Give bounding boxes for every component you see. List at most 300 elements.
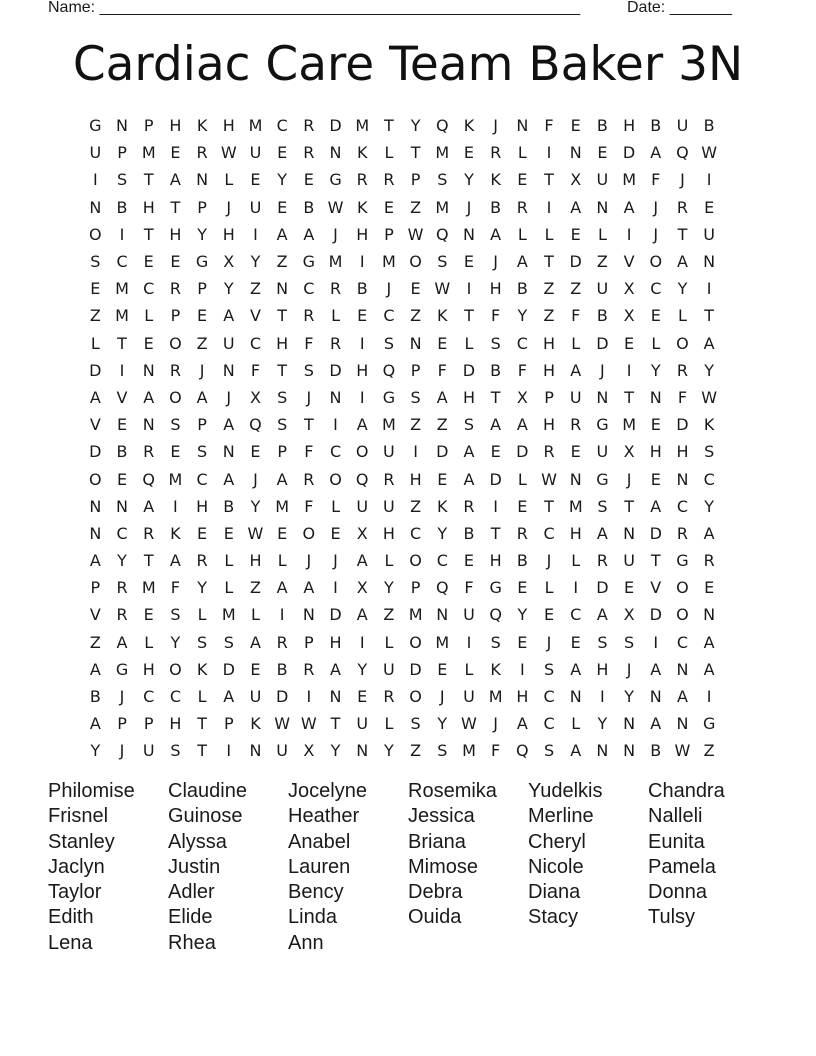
grid-letter: T [544, 496, 554, 516]
grid-letter: M [221, 605, 236, 625]
grid-letter: R [143, 523, 155, 543]
grid-letter: E [704, 197, 715, 217]
grid-letter: T [197, 741, 207, 761]
grid-letter: H [462, 387, 475, 407]
grid-letter: A [89, 551, 101, 571]
grid-letter: E [330, 523, 341, 543]
grid-letter: A [490, 415, 502, 435]
grid-letter: G [596, 415, 609, 435]
grid-letter: N [409, 333, 422, 353]
grid-letter: A [303, 578, 315, 598]
grid-letter: L [144, 306, 154, 326]
grid-letter: P [197, 279, 207, 299]
letter-grid [82, 112, 723, 765]
grid-letter: W [247, 523, 264, 543]
grid-letter: J [680, 170, 685, 190]
grid-letter: R [516, 523, 528, 543]
grid-letter: Z [703, 741, 715, 761]
grid-letter: T [117, 333, 127, 353]
word-list-item: Donna [648, 881, 707, 904]
grid-letter: A [516, 252, 528, 272]
grid-letter: M [248, 116, 263, 136]
grid-letter: T [490, 387, 501, 407]
word-list-item: Nicole [528, 855, 584, 878]
grid-letter: A [89, 714, 101, 734]
grid-letter: X [623, 306, 635, 326]
grid-letter: H [543, 415, 556, 435]
grid-letter: R [329, 333, 342, 353]
word-list-item: Pamela [648, 855, 716, 878]
grid-letter: U [463, 687, 475, 707]
grid-letter: P [410, 578, 421, 598]
grid-letter: I [653, 632, 659, 652]
grid-letter: E [570, 116, 581, 136]
grid-letter: B [596, 116, 608, 136]
grid-letter: U [89, 143, 102, 163]
grid-letter: E [250, 659, 261, 679]
grid-row [82, 139, 723, 166]
word-list-item: Adler [168, 881, 215, 904]
grid-letter: P [384, 224, 394, 244]
grid-letter: A [143, 387, 155, 407]
grid-letter: S [597, 496, 608, 516]
grid-letter: S [490, 333, 501, 353]
grid-letter: E [650, 306, 661, 326]
grid-letter: A [516, 714, 528, 734]
grid-letter: Q [435, 224, 449, 244]
grid-letter: Y [197, 224, 207, 244]
grid-letter: C [543, 687, 555, 707]
grid-letter: L [251, 605, 260, 625]
grid-letter: A [650, 143, 662, 163]
grid-letter: C [676, 496, 689, 516]
grid-letter: N [596, 387, 609, 407]
grid-letter: L [331, 496, 340, 516]
grid-letter: W [274, 714, 291, 734]
word-list-item: Elide [168, 906, 213, 929]
grid-letter: A [223, 687, 235, 707]
grid-letter: A [703, 659, 715, 679]
grid-letter: D [89, 360, 102, 380]
grid-letter: S [277, 387, 288, 407]
grid-letter: M [488, 687, 503, 707]
grid-letter: A [276, 469, 288, 489]
grid-letter: N [596, 197, 609, 217]
grid-letter: A [596, 605, 608, 625]
grid-letter: H [516, 687, 529, 707]
grid-letter: H [543, 333, 556, 353]
grid-row [82, 629, 723, 656]
grid-letter: M [355, 116, 370, 136]
grid-letter: E [543, 605, 555, 625]
grid-letter: U [249, 687, 262, 707]
grid-letter: N [569, 469, 582, 489]
grid-letter: A [356, 605, 368, 625]
grid-letter: G [489, 578, 502, 598]
grid-letter: M [141, 143, 156, 163]
grid-letter: S [223, 632, 234, 652]
grid-letter: L [517, 143, 527, 163]
word-list-item: Ouida [408, 906, 462, 929]
grid-letter: N [676, 469, 689, 489]
grid-letter: B [596, 306, 608, 326]
name-field-line[interactable]: Name: ______________________________________________________ [48, 0, 581, 16]
grid-letter: X [249, 387, 261, 407]
grid-letter: S [597, 632, 608, 652]
word-list-item: Yudelkis [528, 780, 603, 802]
grid-letter: Z [570, 279, 582, 299]
grid-row [82, 221, 723, 248]
grid-letter: J [626, 469, 632, 489]
grid-letter: R [676, 197, 689, 217]
grid-row [82, 656, 723, 683]
grid-letter: U [276, 741, 289, 761]
grid-letter: Q [382, 360, 396, 380]
grid-letter: L [384, 714, 394, 734]
grid-letter: X [623, 279, 635, 299]
grid-letter: P [143, 116, 154, 136]
grid-letter: D [489, 469, 502, 489]
grid-letter: N [516, 116, 529, 136]
grid-letter: U [569, 387, 582, 407]
grid-letter: N [249, 741, 262, 761]
grid-letter: S [624, 632, 635, 652]
grid-letter: O [409, 632, 422, 652]
grid-letter: Y [464, 170, 474, 190]
grid-letter: N [116, 116, 129, 136]
word-list-item: Cheryl [528, 830, 586, 853]
word-list-item: Edith [48, 906, 94, 929]
grid-letter: A [490, 224, 502, 244]
grid-letter: Q [355, 469, 369, 489]
grid-letter: E [437, 469, 448, 489]
grid-letter: F [250, 360, 261, 380]
grid-letter: N [649, 387, 662, 407]
grid-letter: A [703, 523, 715, 543]
grid-letter: B [516, 551, 528, 571]
grid-letter: E [170, 252, 181, 272]
grid-letter: T [677, 224, 688, 244]
grid-letter: Z [383, 605, 395, 625]
grid-letter: F [571, 306, 581, 326]
grid-letter: Y [90, 741, 101, 761]
grid-letter: L [197, 687, 207, 707]
grid-letter: Z [89, 306, 101, 326]
grid-letter: L [571, 551, 581, 571]
grid-letter: O [355, 442, 369, 462]
grid-letter: V [249, 306, 261, 326]
grid-letter: U [249, 197, 262, 217]
grid-letter: A [330, 659, 341, 679]
grid-letter: U [676, 116, 689, 136]
grid-letter: L [517, 469, 527, 489]
grid-letter: N [462, 224, 475, 244]
grid-letter: A [570, 197, 582, 217]
grid-letter: S [170, 741, 181, 761]
grid-letter: R [276, 632, 288, 652]
grid-letter: O [169, 333, 182, 353]
grid-letter: T [464, 306, 474, 326]
grid-letter: W [407, 224, 424, 244]
grid-letter: I [706, 687, 712, 707]
grid-letter: W [701, 143, 718, 163]
grid-letter: J [546, 551, 552, 571]
grid-letter: E [303, 170, 314, 190]
grid-letter: F [677, 387, 688, 407]
grid-letter: R [196, 143, 208, 163]
grid-letter: X [570, 170, 582, 190]
grid-letter: I [626, 360, 632, 380]
grid-letter: E [116, 469, 128, 489]
grid-letter: C [196, 469, 208, 489]
grid-letter: Y [384, 578, 394, 598]
grid-letter: Y [357, 659, 368, 679]
grid-letter: J [626, 659, 632, 679]
grid-letter: P [410, 360, 421, 380]
grid-letter: A [223, 469, 235, 489]
grid-letter: E [463, 143, 475, 163]
grid-letter: I [466, 632, 472, 652]
grid-letter: I [493, 496, 499, 516]
grid-letter: N [569, 143, 582, 163]
grid-letter: Z [249, 279, 261, 299]
grid-letter: A [650, 496, 662, 516]
grid-letter: X [356, 578, 368, 598]
grid-letter: A [276, 578, 288, 598]
grid-row [82, 438, 723, 465]
grid-row [82, 465, 723, 492]
grid-letter: C [516, 333, 528, 353]
grid-letter: R [463, 496, 475, 516]
grid-letter: R [169, 279, 181, 299]
word-list-item: Jessica [408, 805, 475, 828]
grid-letter: U [463, 605, 475, 625]
grid-letter: L [597, 224, 607, 244]
grid-letter: D [676, 415, 689, 435]
grid-letter: N [142, 415, 155, 435]
grid-letter: I [306, 687, 312, 707]
grid-letter: E [650, 469, 661, 489]
word-list-item: Justin [168, 855, 221, 878]
grid-letter: N [116, 496, 129, 516]
grid-letter: U [383, 496, 395, 516]
grid-letter: I [359, 387, 365, 407]
grid-letter: B [490, 360, 502, 380]
grid-letter: S [197, 632, 208, 652]
grid-letter: E [357, 306, 368, 326]
grid-letter: H [489, 551, 502, 571]
grid-letter: R [116, 578, 128, 598]
grid-letter: N [302, 605, 315, 625]
grid-letter: E [197, 306, 208, 326]
grid-row [82, 574, 723, 601]
grid-letter: R [516, 197, 528, 217]
grid-letter: T [143, 224, 154, 244]
grid-letter: N [703, 605, 716, 625]
grid-letter: M [328, 252, 343, 272]
grid-letter: R [303, 659, 315, 679]
grid-letter: S [437, 252, 448, 272]
grid-letter: L [384, 551, 394, 571]
grid-letter: F [170, 578, 180, 598]
grid-letter: K [437, 306, 448, 326]
grid-row [82, 493, 723, 520]
grid-letter: S [543, 741, 555, 761]
grid-letter: K [703, 415, 715, 435]
grid-letter: L [384, 143, 394, 163]
grid-letter: T [303, 415, 314, 435]
grid-letter: R [116, 605, 128, 625]
word-list-item: Jocelyne [288, 780, 367, 802]
grid-letter: A [356, 551, 368, 571]
grid-letter: T [544, 252, 554, 272]
grid-letter: Y [250, 252, 261, 272]
grid-letter: S [303, 360, 314, 380]
grid-letter: A [596, 523, 608, 543]
word-list-item: Stanley [48, 830, 115, 853]
grid-letter: U [222, 333, 235, 353]
grid-letter: Y [517, 306, 528, 326]
word-bank [48, 779, 768, 956]
grid-letter: H [169, 116, 182, 136]
word-list-item: Anabel [288, 830, 351, 853]
grid-letter: D [275, 687, 289, 707]
grid-letter: N [623, 714, 636, 734]
grid-letter: D [222, 659, 235, 679]
grid-letter: C [143, 687, 155, 707]
grid-letter: J [466, 197, 472, 217]
word-list-item: Ann [288, 931, 324, 954]
grid-letter: Q [249, 415, 262, 435]
grid-letter: J [253, 469, 258, 489]
grid-letter: F [651, 170, 661, 190]
word-list-item: Briana [408, 830, 466, 853]
grid-letter: M [435, 632, 450, 652]
grid-letter: N [596, 741, 609, 761]
grid-letter: A [676, 252, 688, 272]
grid-letter: A [116, 632, 128, 652]
grid-letter: O [409, 252, 422, 272]
grid-row [82, 302, 723, 329]
grid-letter: Y [704, 496, 715, 516]
grid-letter: N [676, 714, 689, 734]
grid-letter: I [706, 279, 712, 299]
grid-letter: A [623, 197, 635, 217]
grid-letter: K [170, 523, 181, 543]
grid-letter: C [276, 116, 288, 136]
grid-letter: R [383, 469, 395, 489]
grid-letter: O [649, 252, 663, 272]
grid-letter: S [383, 333, 394, 353]
grid-letter: H [409, 469, 422, 489]
word-list-item: Guinose [168, 805, 243, 828]
grid-letter: U [596, 170, 609, 190]
grid-letter: J [226, 197, 232, 217]
grid-letter: A [650, 714, 662, 734]
date-field-line[interactable]: Date: _______ [627, 0, 732, 16]
grid-letter: K [437, 496, 448, 516]
grid-letter: N [649, 687, 662, 707]
grid-letter: L [331, 306, 340, 326]
grid-letter: Z [543, 279, 555, 299]
grid-letter: B [490, 197, 502, 217]
grid-letter: E [570, 224, 581, 244]
grid-letter: V [116, 387, 128, 407]
grid-letter: O [302, 523, 316, 543]
grid-letter: R [703, 551, 715, 571]
grid-letter: H [222, 224, 235, 244]
grid-letter: N [89, 496, 102, 516]
grid-letter: E [624, 578, 635, 598]
grid-letter: C [650, 279, 662, 299]
grid-letter: A [223, 415, 235, 435]
grid-letter: Q [489, 605, 502, 625]
grid-letter: I [119, 360, 125, 380]
grid-letter: T [490, 523, 501, 543]
grid-letter: M [568, 496, 583, 516]
grid-letter: Y [223, 279, 234, 299]
grid-letter: P [170, 306, 181, 326]
grid-letter: D [409, 659, 422, 679]
grid-letter: T [384, 116, 394, 136]
grid-letter: F [491, 306, 501, 326]
grid-letter: R [329, 279, 342, 299]
grid-letter: E [517, 578, 528, 598]
grid-letter: S [437, 741, 448, 761]
grid-letter: N [356, 741, 369, 761]
word-list-item: Debra [408, 881, 463, 904]
grid-letter: P [544, 387, 554, 407]
grid-letter: H [676, 442, 689, 462]
grid-letter: E [383, 197, 394, 217]
grid-letter: Z [596, 252, 608, 272]
grid-letter: C [543, 714, 555, 734]
grid-letter: M [435, 197, 450, 217]
grid-letter: D [596, 333, 609, 353]
grid-letter: O [329, 469, 342, 489]
grid-letter: D [462, 360, 476, 380]
grid-letter: N [222, 360, 235, 380]
word-list-item: Nalleli [648, 805, 703, 828]
grid-letter: M [462, 741, 476, 761]
grid-letter: E [463, 551, 475, 571]
grid-letter: M [382, 252, 396, 272]
grid-letter: S [277, 415, 288, 435]
grid-letter: F [491, 741, 501, 761]
grid-letter: G [702, 714, 716, 734]
grid-letter: P [117, 714, 127, 734]
grid-letter: I [626, 224, 632, 244]
grid-letter: A [650, 659, 662, 679]
grid-letter: I [173, 496, 178, 516]
grid-letter: E [250, 170, 261, 190]
grid-letter: F [544, 116, 554, 136]
grid-letter: K [463, 116, 475, 136]
grid-letter: Y [384, 741, 394, 761]
grid-letter: M [435, 143, 450, 163]
grid-letter: T [277, 360, 288, 380]
grid-letter: Y [117, 551, 127, 571]
grid-letter: M [622, 170, 636, 190]
grid-letter: W [461, 714, 477, 734]
grid-letter: R [303, 143, 315, 163]
grid-letter: D [569, 252, 582, 272]
grid-letter: U [596, 279, 609, 299]
grid-letter: D [89, 442, 102, 462]
grid-letter: U [703, 224, 716, 244]
grid-letter: T [330, 714, 341, 734]
grid-letter: E [277, 197, 288, 217]
